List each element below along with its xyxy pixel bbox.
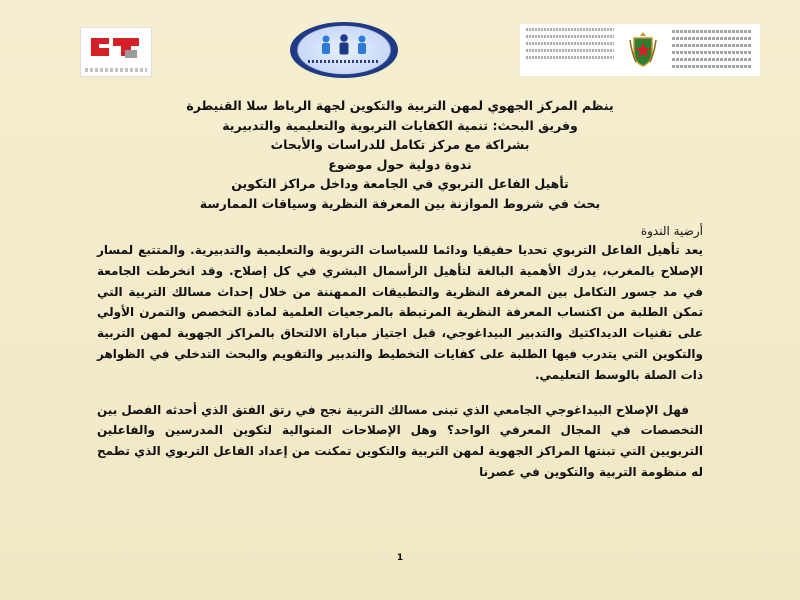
red-abstract-logo-icon bbox=[87, 34, 143, 60]
tifinagh-caption bbox=[526, 28, 614, 63]
badge-caption bbox=[308, 60, 380, 63]
paragraph-1: يعد تأهيل الفاعل التربوي تحديا حقيقيا ودائما للسياسات التربوية والتعليمية والتدبيرية. والمتتبع لمسار الإصلاح بالمغرب، يدرك الأهمية البالغة لتأهيل الرأسمال البشري في كل إصلاح. وقد انخرطت الجامعة في مد جسور التكامل بين المعرفة النظرية والتطبيقات الممهننة من خلال إحداث مسالك التربية التي تمكن الطلبة من اكتساب المعرفة النظرية المرتبطة بالمرجعيات العلمية لمادة التخصص والتمرن الأولي على تقنيات الديداكتيك والتدبير البيداغوجي، قبل اجتياز مباراة الالتحاق بالمراكز الجهوية لمهن التربية والتكوين التي يتدرب فيها الطلبة على كفايات التخطيط والتدبير والتقويم والبحث التدخلي في الظواهر ذات الصلة بالوسط التعليمي. bbox=[97, 243, 703, 382]
heading-line-6: بحث في شروط الموازنة بين المعرفة النظرية وسياقات الممارسة bbox=[199, 195, 601, 211]
document-body bbox=[97, 222, 703, 483]
heading-line-5: تأهيل الفاعل التربوي في الجامعة وداخل مراكز التكوين bbox=[231, 176, 569, 191]
heading-line-2: وفريق البحث: تنمية الكفايات التربوية والتعليمية والتدبيرية bbox=[222, 117, 578, 133]
paragraph-2: فهل الإصلاح البيداغوجي الجامعي الذي تبنى مسالك التربية نجح في رتق الفتق الذي أحدثه الفصل بين التخصصات في المجال المعرفي الواحد؟ وهل الإصلاحات المتوالية لتكوين المدرسين والفاعلين التربويين التي تبنتها المراكز الجهوية لمهن التربية والتكوين تمكنت من إعداد الفاعل التربوي الذي تطمح له منظومة التربية والتكوين في عصرنا bbox=[97, 402, 703, 479]
heading-line-3: بشراكة مع مركز تكامل للدراسات والأبحاث bbox=[270, 137, 530, 152]
ministry-logo bbox=[520, 24, 760, 76]
header-logos bbox=[80, 22, 760, 78]
arabic-caption bbox=[672, 30, 752, 72]
section-title: أرضية الندوة bbox=[640, 224, 703, 238]
logo-caption bbox=[85, 68, 147, 72]
heading-line-4: ندوة دولية حول موضوع bbox=[328, 156, 472, 172]
people-group-icon bbox=[316, 34, 372, 56]
announcement-heading bbox=[60, 96, 740, 213]
heading-line-1: ينظم المركز الجهوي لمهن التربية والتكوين لجهة الرباط سلا القنيطرة bbox=[186, 98, 614, 113]
partner-logo-left bbox=[80, 27, 152, 77]
research-team-logo bbox=[290, 22, 398, 78]
page-number: 1 bbox=[396, 553, 404, 563]
coat-of-arms-icon bbox=[628, 30, 658, 68]
